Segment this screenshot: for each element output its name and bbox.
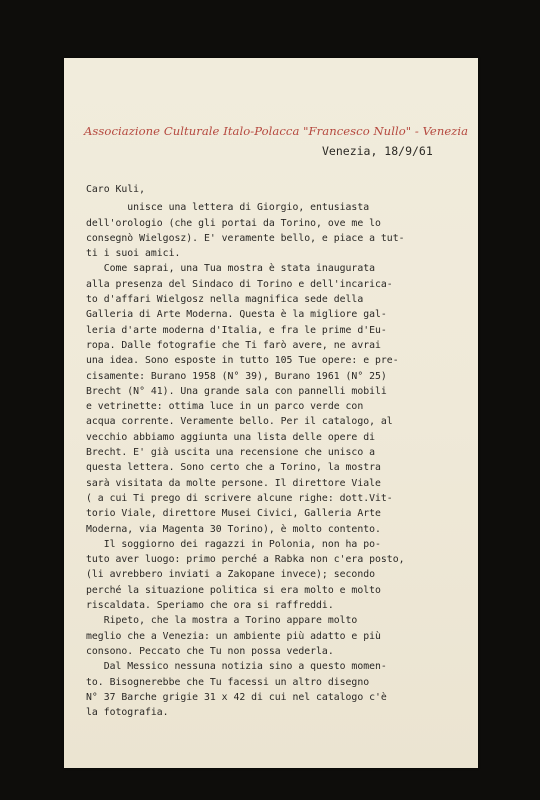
body-line: e vetrinette: ottima luce in un parco verde con xyxy=(86,401,364,413)
body-line: Dal Messico nessuna notizia sino a questo momen- xyxy=(86,661,387,673)
body-line: la fotografia. xyxy=(86,707,169,719)
body-line: ( a cui Ti prego di scrivere alcune righe: dott.Vit- xyxy=(86,492,393,504)
body-lines xyxy=(86,200,470,720)
body-line: ti i suoi amici. xyxy=(86,248,181,260)
body-line: Come saprai, una Tua mostra è stata inaugurata xyxy=(86,263,376,275)
body-line: (li avrebbero inviati a Zakopane invece); secondo xyxy=(86,569,376,581)
body-line: Brecht (N° 41). Una grande sala con pannelli mobili xyxy=(86,385,387,397)
body-line: to d'affari Wielgosz nella magnifica sede della xyxy=(86,294,364,306)
salutation: Caro Kuli, xyxy=(86,184,145,195)
body-line: torio Viale, direttore Musei Civici, Galleria Arte xyxy=(86,508,381,520)
body-line: sarà visitata da molte persone. Il direttore Viale xyxy=(86,477,381,489)
body-line: alla presenza del Sindaco di Torino e dell'incarica- xyxy=(86,278,393,290)
body-line: unisce una lettera di Giorgio, entusiasta xyxy=(86,202,370,214)
body-line: perché la situazione politica si era molto e molto xyxy=(86,584,381,596)
body-line: acqua corrente. Veramente bello. Per il catalogo, al xyxy=(86,416,393,428)
body-line: ropa. Dalle fotografie che Ti farò avere, ne avrai xyxy=(86,339,381,351)
body-line: Brecht. E' già uscita una recensione che unisco a xyxy=(86,447,376,459)
body-line: questa lettera. Sono certo che a Torino, la mostra xyxy=(86,462,381,474)
body-line: una idea. Sono esposte in tutto 105 Tue opere: e pre- xyxy=(86,355,399,367)
date-line: Venezia, 18/9/61 xyxy=(322,144,433,158)
body-line: vecchio abbiamo aggiunta una lista delle opere di xyxy=(86,431,376,443)
body-line: leria d'arte moderna d'Italia, e fra le prime d'Eu- xyxy=(86,324,387,336)
body-line: cisamente: Burano 1958 (N° 39), Burano 1961 (N° 25) xyxy=(86,370,387,382)
letter-page xyxy=(64,58,478,768)
body-line: consono. Peccato che Tu non possa vederla. xyxy=(86,645,334,657)
body-line: Moderna, via Magenta 30 Torino), è molto contento. xyxy=(86,523,381,535)
body-line: dell'orologio (che gli portai da Torino, ove me lo xyxy=(86,217,381,229)
letter-body xyxy=(86,182,470,720)
body-line: Ripeto, che la mostra a Torino appare molto xyxy=(86,615,358,627)
body-line: riscaldata. Speriamo che ora si raffreddi. xyxy=(86,600,334,612)
body-line: N° 37 Barche grigie 31 x 42 di cui nel catalogo c'è xyxy=(86,691,387,703)
body-line: Galleria di Arte Moderna. Questa è la migliore gal- xyxy=(86,309,387,321)
letterhead: Associazione Culturale Italo-Polacca "Francesco Nullo" - Venezia xyxy=(84,124,469,138)
body-line: Il soggiorno dei ragazzi in Polonia, non ha po- xyxy=(86,538,381,550)
body-line: consegnò Wielgosz). E' veramente bello, e piace a tut- xyxy=(86,232,405,244)
body-line: tuto aver luogo: primo perché a Rabka non c'era posto, xyxy=(86,554,405,566)
body-line: meglio che a Venezia: un ambiente più adatto e più xyxy=(86,630,381,642)
body-line: to. Bisognerebbe che Tu facessi un altro disegno xyxy=(86,676,370,688)
